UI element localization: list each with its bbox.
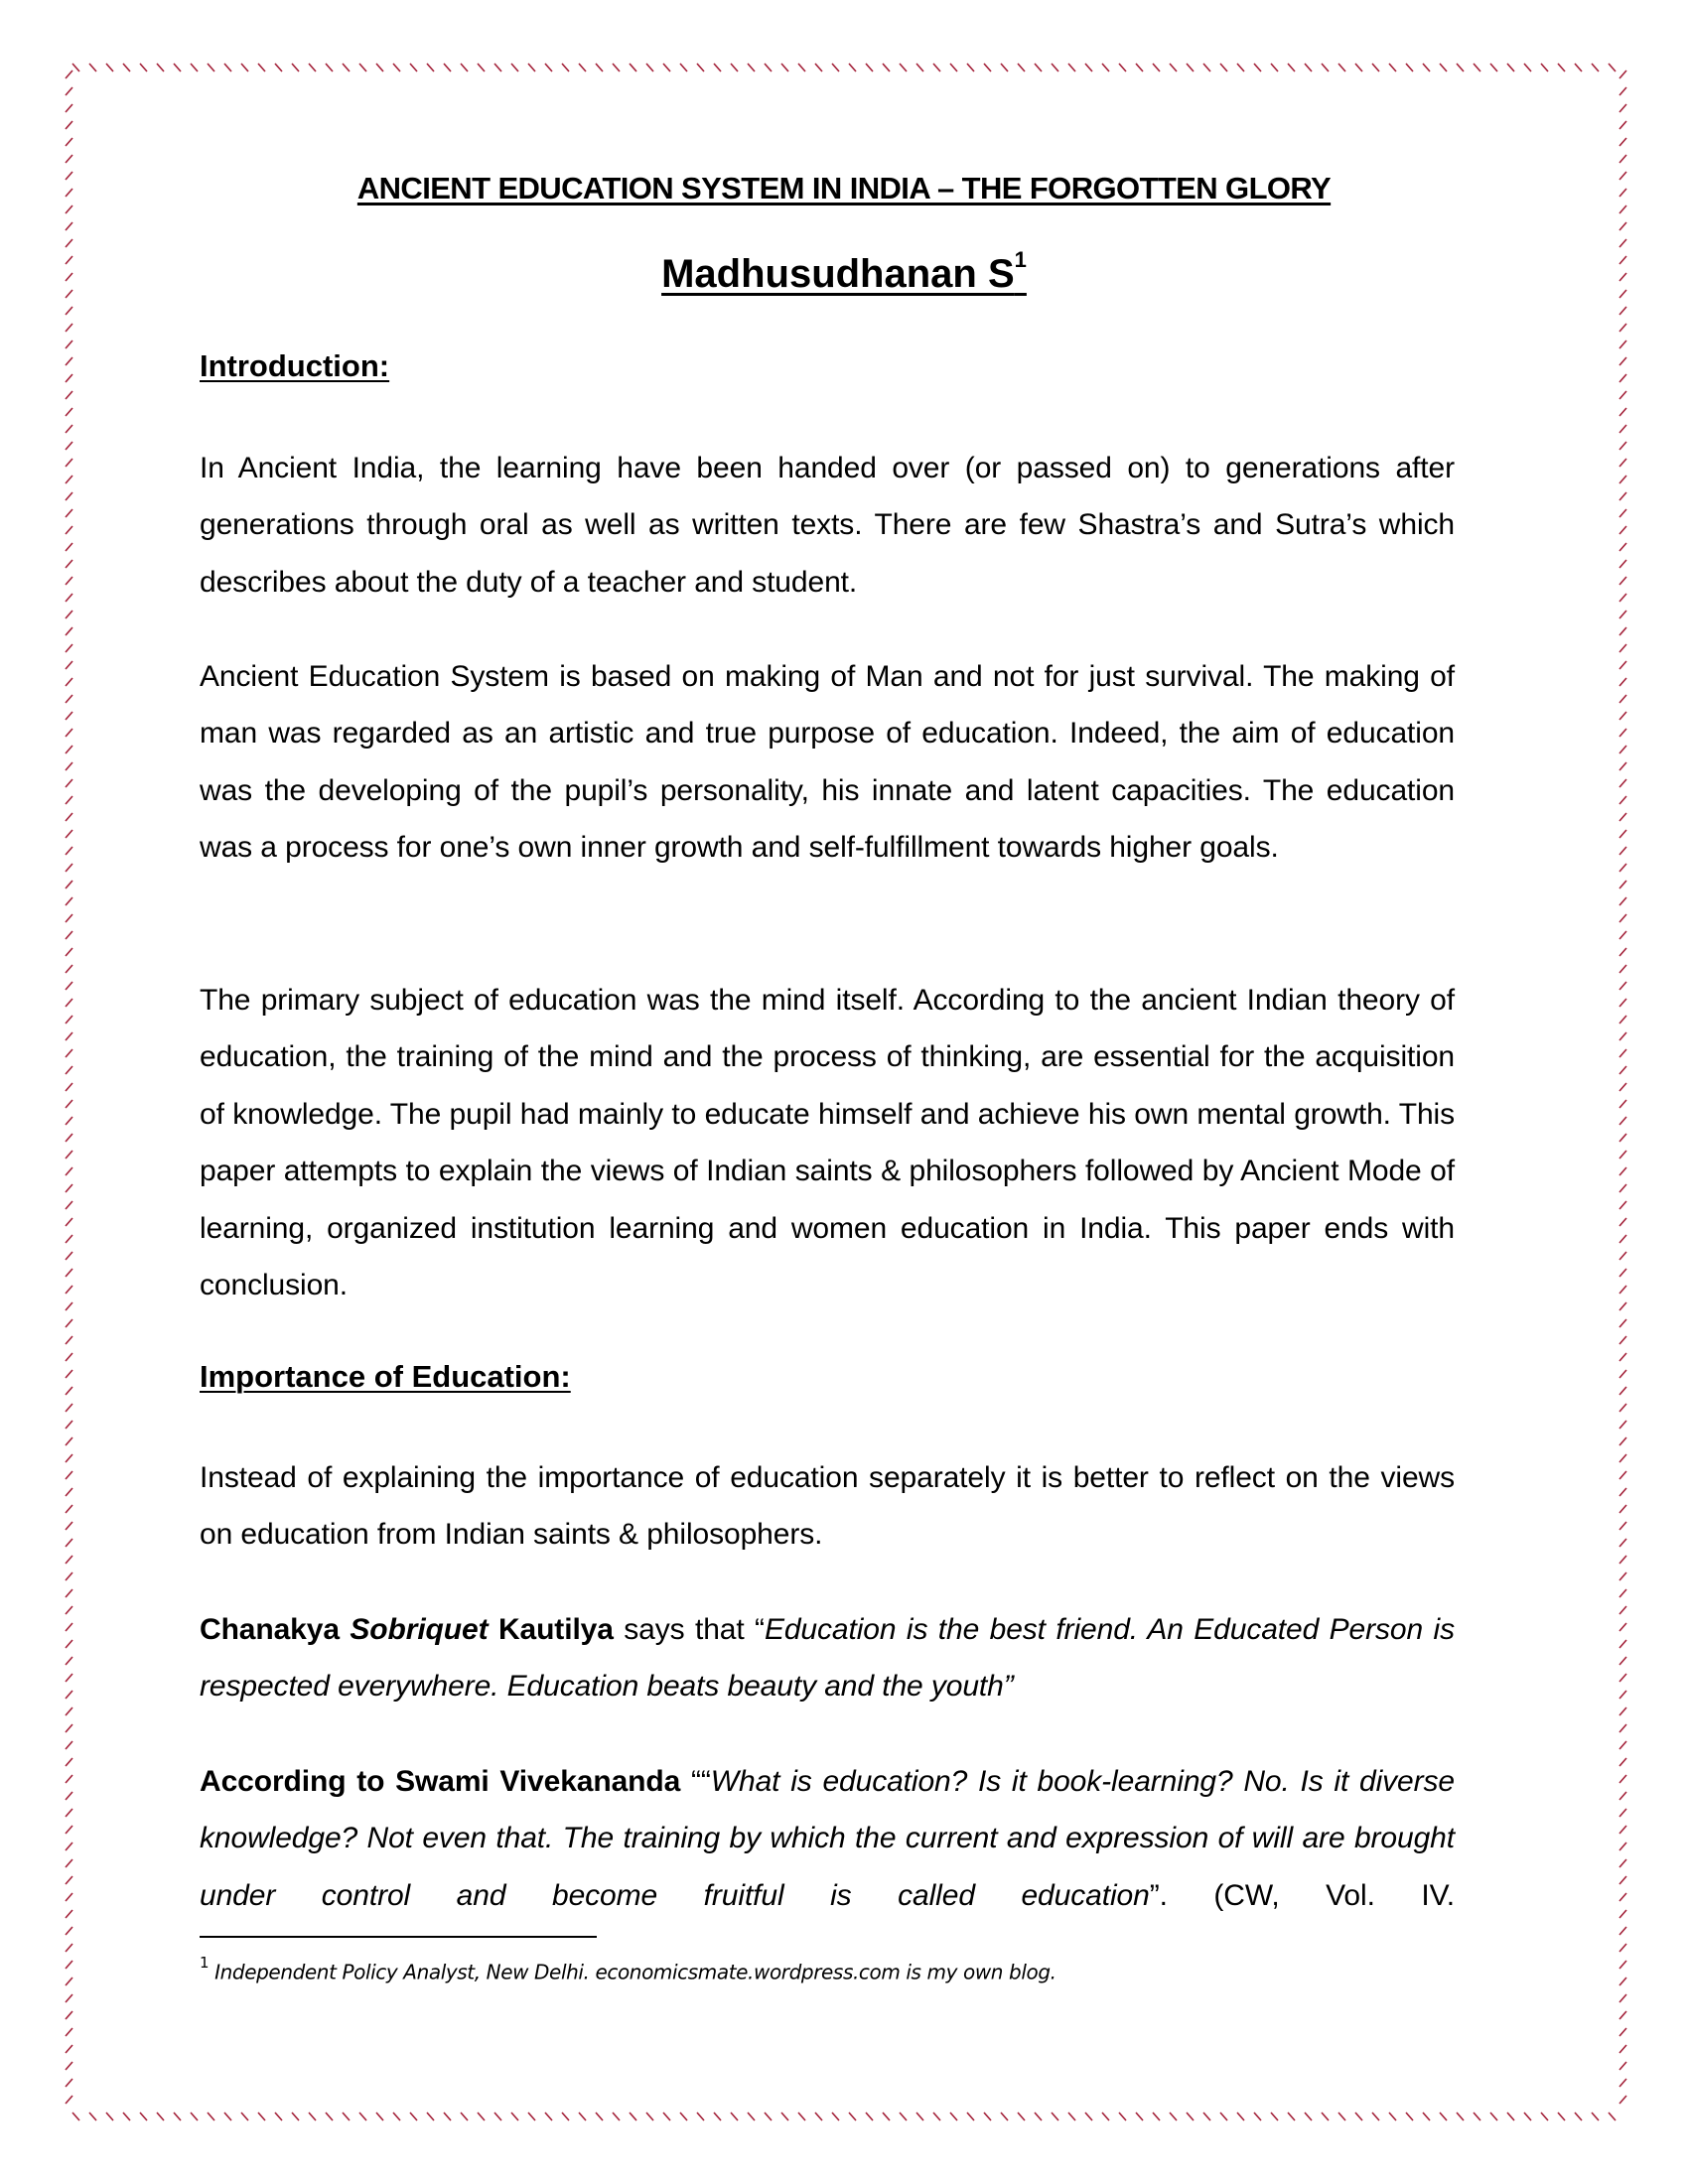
intro-paragraph-2: Ancient Education System is based on making of Man and not for just survival. The making of man was regarded as an artistic and true purpose of education. Indeed, the aim of education was the developing of the pupil’s personality, his innate and latent capacities. The education was a process for one’s own inner growth and self-fulfillment towards higher goals. (200, 660, 1455, 865)
document-title (0, 169, 1688, 208)
author-footnote-marker[interactable]: 1 (1014, 247, 1027, 272)
intro-paragraph-1: In Ancient India, the learning have been handed over (or passed on) to generations after generations through oral as well as written texts. There are few Shastra’s and Sutra’s which describes about the duty of a teacher and student. (200, 452, 1455, 599)
chanakya-quote: Education is the best friend. An Educated Person is respected everywhere. Education beats beauty and the youth” (200, 1613, 1455, 1704)
author-name-text: Madhusudhanan S (661, 252, 1015, 297)
footnote-separator (200, 1936, 597, 1938)
sobriquet-word: Sobriquet (350, 1613, 489, 1646)
kautilya-name: Kautilya (497, 1613, 614, 1646)
heading-importance-of-education: Importance of Education: (200, 1359, 571, 1394)
footnote (200, 1951, 1056, 1988)
vivekananda-quote-paragraph (200, 1753, 1455, 1924)
importance-intro-paragraph: Instead of explaining the importance of education separately it is better to reflect on the views on education from Indian saints & philosophers. (200, 1461, 1455, 1552)
vivekananda-open-quote: ““ (680, 1765, 711, 1798)
footnote-text: Independent Policy Analyst, New Delhi. economicsmate.wordpress.com is my own blog. (214, 1960, 1056, 1984)
author-name (661, 247, 1027, 297)
vivekananda-quote: What is education? Is it book-learning? No. Is it diverse knowledge? Not even that. The training by which the current and expression of will are brought under control and become fruitful is called education (200, 1765, 1456, 1912)
footnote-marker: 1 (200, 1954, 210, 1972)
chanakya-lead: says that “ (613, 1613, 765, 1646)
intro-paragraph-3: The primary subject of education was the mind itself. According to the ancient Indian theory of education, the training of the mind and the process of thinking, are essential for the acquisition of knowledge. The pupil had mainly to educate himself and achieve his own mental growth. This paper attempts to explain the views of Indian saints & philosophers followed by Ancient Mode of learning, organized institution learning and women education in India. This paper ends with conclusion. (200, 984, 1455, 1302)
chanakya-quote-paragraph (200, 1601, 1455, 1715)
heading-introduction: Introduction: (200, 348, 390, 383)
vivekananda-citation: ”. (CW, Vol. IV. (1149, 1878, 1455, 1912)
document-title-text: ANCIENT EDUCATION SYSTEM IN INDIA – THE FORGOTTEN GLORY (356, 171, 1332, 205)
chanakya-name: Chanakya (200, 1613, 340, 1646)
author-line (0, 240, 1688, 300)
vivekananda-lead: According to Swami Vivekananda (200, 1765, 681, 1798)
